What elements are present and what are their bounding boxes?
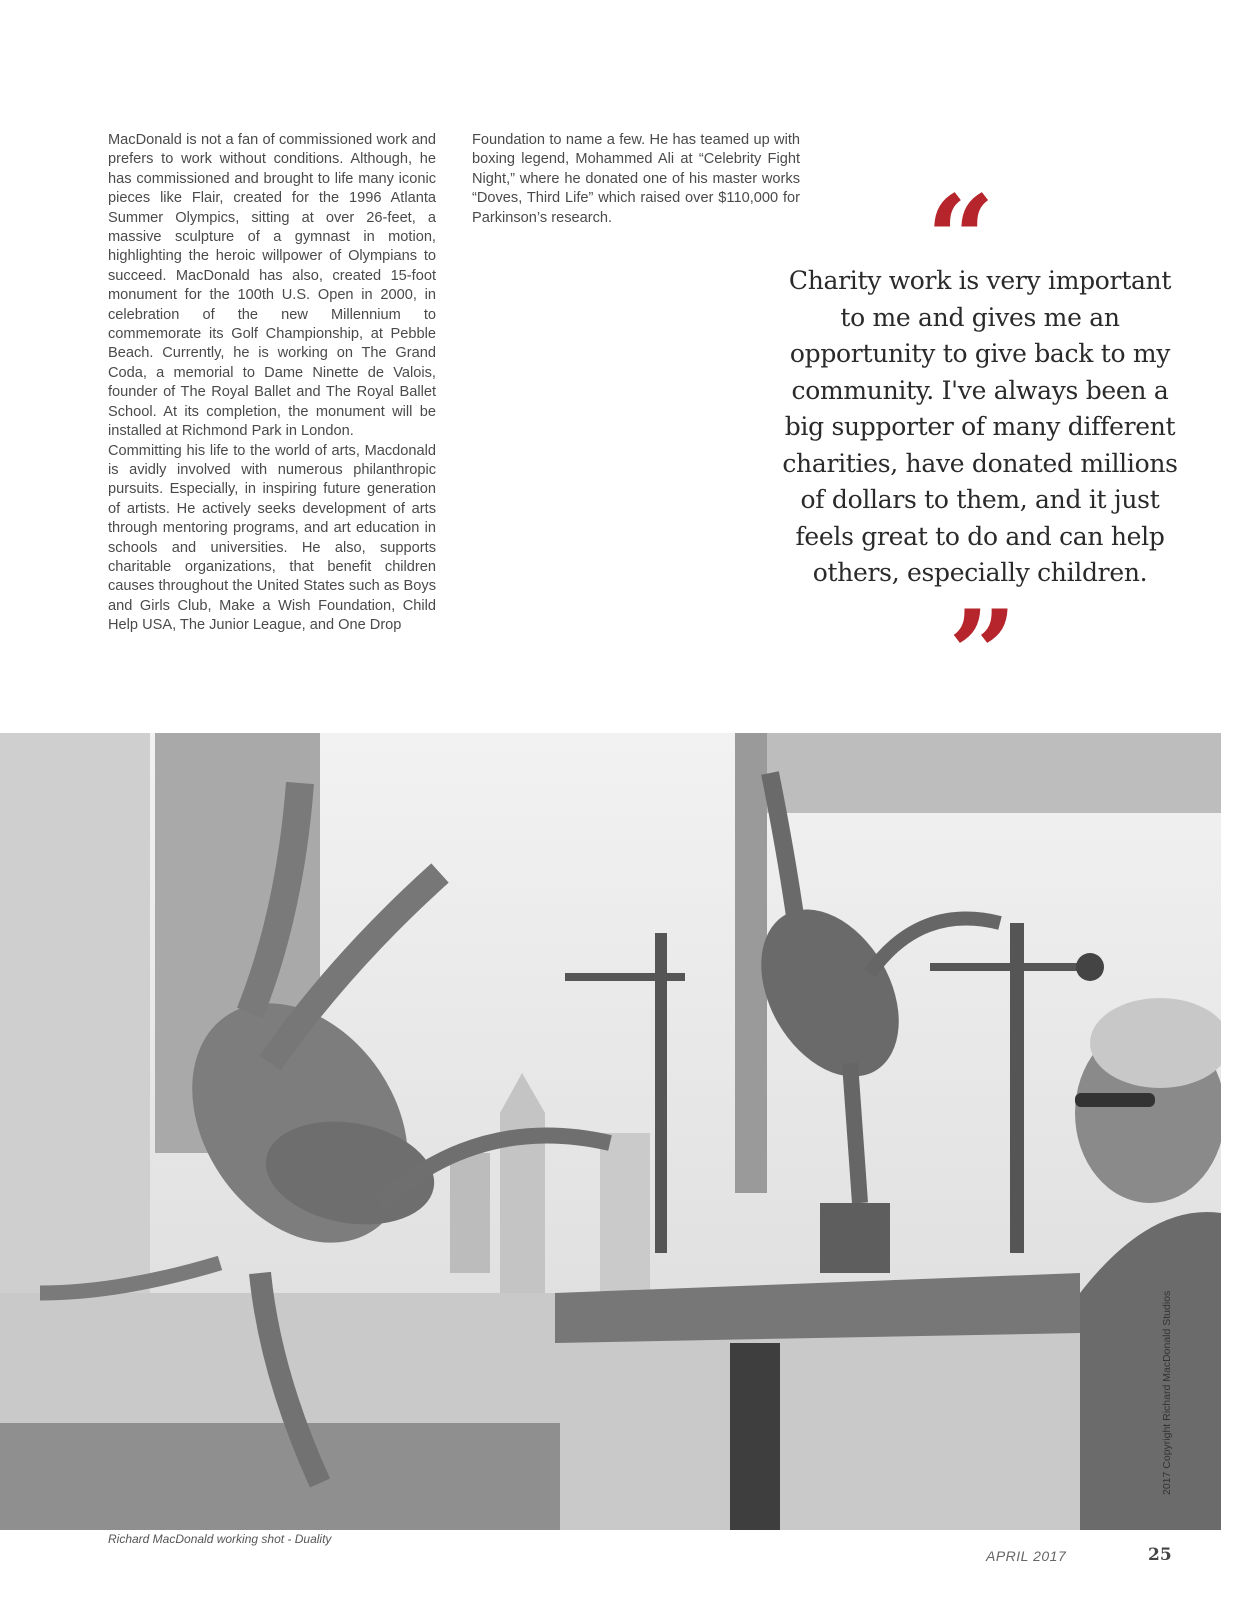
page-number: 25 [1148,1545,1172,1565]
photo-credit: 2017 Copyright Richard MacDonald Studios [1161,1290,1173,1495]
paragraph-fight-night: Foundation to name a few. He has teamed up with boxing legend, Mohammed Ali at “Celebrity Fight Night,” where he donated one of his master works “Doves, Third Life” which raised over $110,000 for Parkinson’s research. [472,132,800,226]
open-quote-icon: “ [926,169,996,310]
photo-caption: Richard MacDonald working shot - Duality [108,1532,332,1546]
studio-photo-illustration [0,733,1221,1530]
issue-date: APRIL 2017 [986,1548,1067,1564]
article-column-middle [472,131,800,228]
article-column-left [108,131,436,636]
paragraph-commissions: MacDonald is not a fan of commissioned work and prefers to work without conditions. Although, he has commissioned and brought to life many iconic pieces like Flair, created for the 1996 Atlanta Summer Olympics, sitting at over 26-feet, a massive sculpture of a gymnast in motion, highlighting the heroic willpower of Olympians to succeed. MacDonald has also, created 15-foot monument for the 100th U.S. Open in 2000, in celebration of the new Millennium to commemorate its Golf Championship, at Pebble Beach. Currently, he is working on The Grand Coda, a memorial to Dame Ninette de Valois, founder of The Royal Ballet and The Royal Ballet School. At its completion, the monument will be installed at Richmond Park in London. [108,132,436,440]
studio-photo [0,733,1221,1530]
close-quote-icon: ” [948,584,1018,725]
paragraph-philanthropy: Committing his life to the world of arts, Macdonald is avidly involved with numerous philanthropic pursuits. Especially, in inspiring future generation of artists. He actively seeks development of arts through mentoring programs, and art education in schools and universities. He also, supports charitable organizations, that benefit children causes throughout the United States such as Boys and Girls Club, Make a Wish Foundation, Child Help USA, The Junior League, and One Drop [108,442,436,634]
pull-quote: Charity work is very important to me and gives me an opportunity to give back to my community. I've always been a big supporter of many different charities, have donated millions of dollars to them, and it just feels great to do and can help others, especially children. [782,266,1178,587]
